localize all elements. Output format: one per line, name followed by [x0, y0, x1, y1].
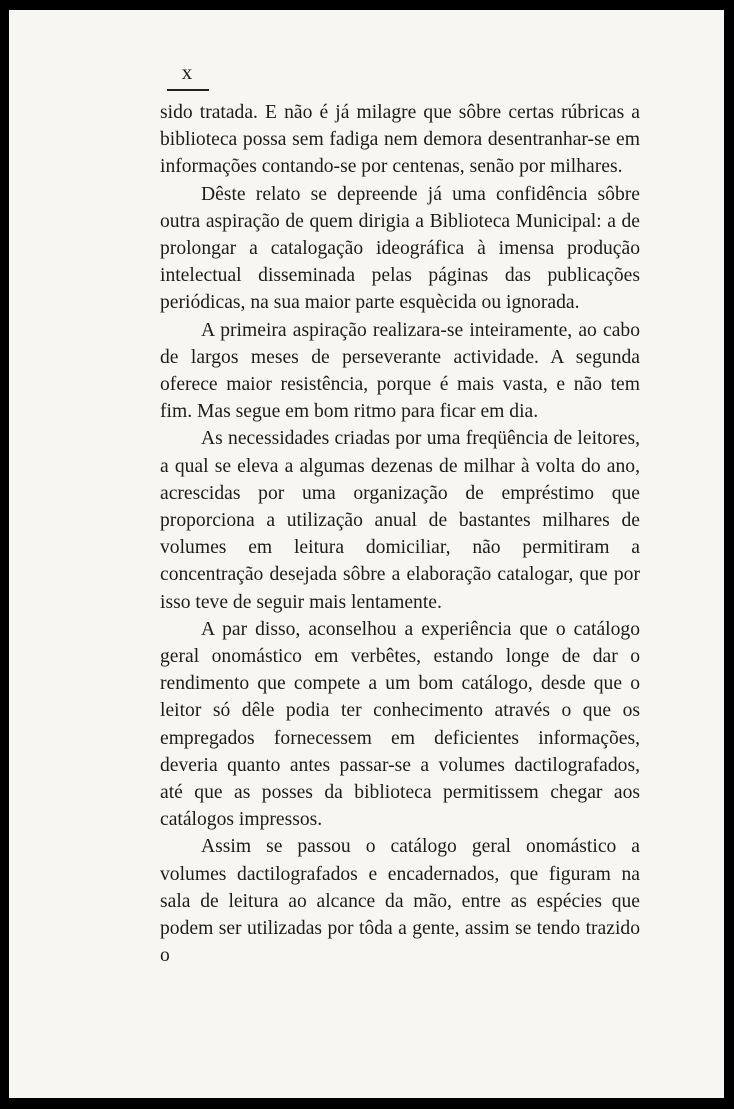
paragraph-6: Assim se passou o catálogo geral onomástico a volumes dactilografados e encadernados, que figuram na sala de leitura ao alcance da mão, entre as espécies que podem ser utilizadas por tôda a gente, assim se tendo trazido o [160, 836, 640, 967]
paragraph-3: A primeira aspiração realizara-se inteiramente, ao cabo de largos meses de perseverante actividade. A segunda oferece maior resistência, porque é mais vasta, e não tem fim. Mas segue em bom ritmo para ficar em dia. [160, 319, 640, 423]
paragraph-5: A par disso, aconselhou a experiência que o catálogo geral onomástico em verbêtes, estando longe de dar o rendimento que compete a um bom catálogo, desde que o leitor só dêle podia ter conhecimento através o que os empregados fornecessem em deficientes informações, deveria quanto antes passar-se a volumes dactilografados, até que as posses da biblioteca permitissem chegar aos catálogos impressos. [160, 618, 640, 831]
paragraph-1: sido tratada. E não é já milagre que sôbre certas rúbricas a biblioteca possa sem fadiga nem demora desentranhar-se em informações contando-se por centenas, senão por milhares. [160, 102, 640, 178]
body-text [160, 99, 640, 970]
paragraph-2: Dêste relato se depreende já uma confidência sôbre outra aspiração de quem dirigia a Biblioteca Municipal: a de prolongar a catalogação ideográfica à imensa produção intelectual disseminada pelas páginas das publicações periódicas, na sua maior parte esquècida ou ignorada. [160, 183, 640, 314]
page-number-rule [167, 89, 209, 91]
paragraph-4: As necessidades criadas por uma freqüência de leitores, a qual se eleva a algumas dezenas de milhar à volta do ano, acrescidas por uma organização de empréstimo que proporciona a utilização anual de bastantes milhares de volumes em leitura domiciliar, não permitiram a concentração desejada sôbre a elaboração catalogar, que por isso teve de seguir mais lentamente. [160, 428, 640, 613]
book-page [9, 10, 724, 1098]
page-number: x [181, 60, 193, 84]
